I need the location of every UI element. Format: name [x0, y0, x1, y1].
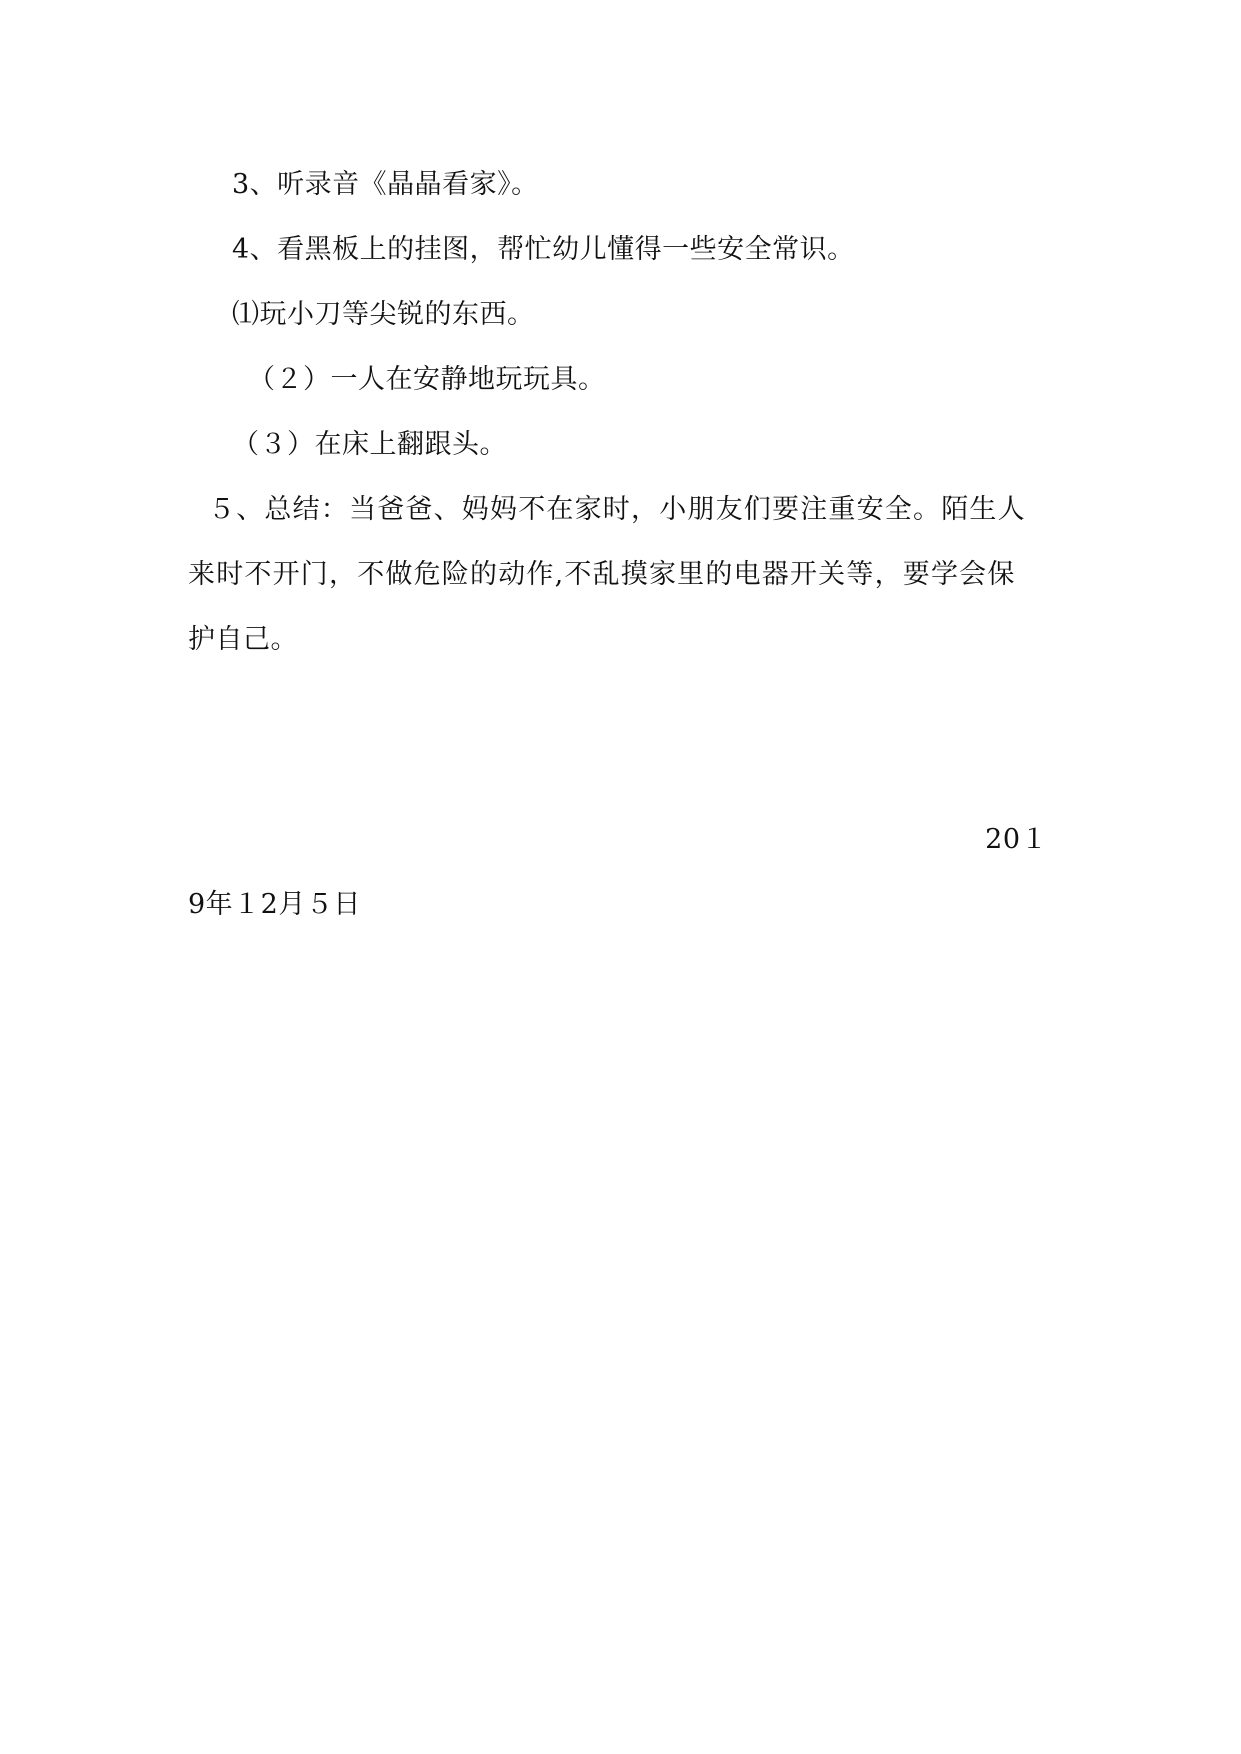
sub-item-1: ⑴玩小刀等尖锐的东西。: [232, 299, 535, 330]
item-3-listen-recording: 3、听录音《晶晶看家》。: [232, 169, 539, 200]
sub-item-3: （３）在床上翻跟头。: [232, 429, 507, 460]
date-line-2: 9年１2月５日: [188, 889, 361, 920]
summary-line-2: 来时不开门，不做危险的动作,不乱摸家里的电器开关等，要学会保: [188, 559, 1016, 590]
date-line-1: 20１: [985, 824, 1048, 855]
item-4-blackboard-pictures: 4、看黑板上的挂图，帮忙幼儿懂得一些安全常识。: [232, 234, 855, 265]
summary-line-3: 护自己。: [188, 624, 298, 655]
sub-item-2: （２）一人在安静地玩玩具。: [248, 364, 606, 395]
summary-line-1: ５、总结：当爸爸、妈妈不在家时，小朋友们要注重安全。陌生人: [208, 494, 1026, 525]
